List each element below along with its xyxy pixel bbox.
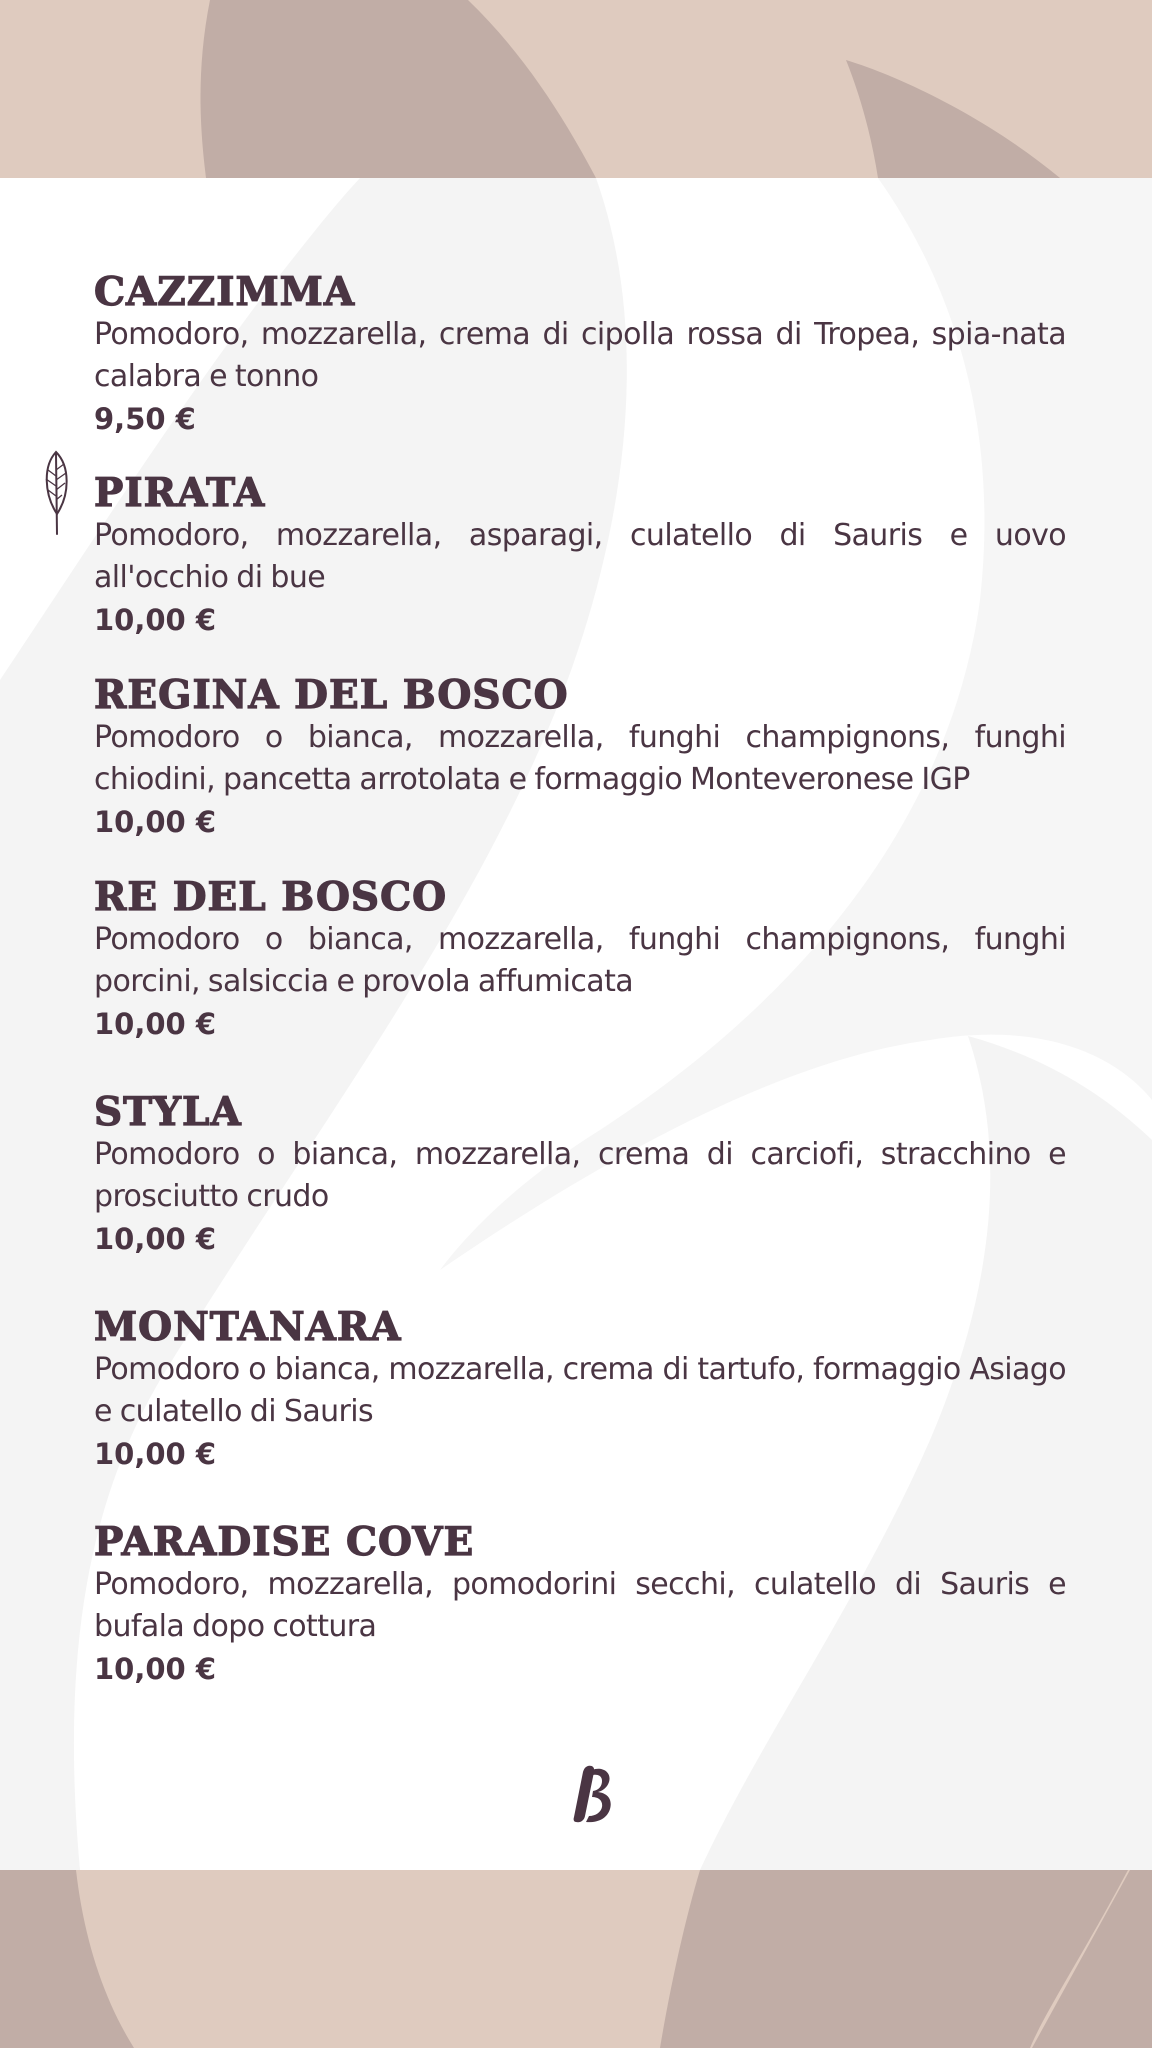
- item-price: 10,00 €: [94, 1222, 217, 1256]
- item-price: 10,00 €: [94, 805, 217, 839]
- bottom-band-shape-right: [660, 1870, 1152, 2048]
- menu-item-regina-del-bosco: [94, 673, 1066, 843]
- item-name: PARADISE COVE: [94, 1519, 475, 1565]
- item-name: REGINA DEL BOSCO: [94, 672, 569, 718]
- item-price: 9,50 €: [94, 402, 196, 436]
- menu-item-pirata: [94, 471, 1066, 641]
- menu-item-cazzimma: [94, 270, 1066, 440]
- menu-item-styla: [94, 1090, 1066, 1260]
- item-name: RE DEL BOSCO: [94, 874, 448, 920]
- brand-logo-icon: [572, 1764, 618, 1824]
- item-description: Pomodoro, mozzarella, asparagi, culatello di Sauris e uovo all'occhio di bue: [94, 518, 1066, 595]
- item-description: Pomodoro o bianca, mozzarella, crema di carciofi, stracchino e prosciutto crudo: [94, 1137, 1066, 1214]
- item-name: STYLA: [94, 1089, 242, 1135]
- menu-item-paradise-cove: [94, 1520, 1066, 1690]
- item-description: Pomodoro, mozzarella, crema di cipolla rossa di Tropea, spia-nata calabra e tonno: [94, 317, 1066, 394]
- item-description: Pomodoro, mozzarella, pomodorini secchi, culatello di Sauris e bufala dopo cottura: [94, 1567, 1066, 1644]
- item-price: 10,00 €: [94, 1007, 217, 1041]
- item-description: Pomodoro o bianca, mozzarella, funghi champignons, funghi chiodini, pancetta arrotolata e formaggio Monteveronese IGP: [94, 720, 1066, 797]
- menu-item-re-del-bosco: [94, 875, 1066, 1045]
- leaf-icon: [40, 448, 72, 536]
- item-price: 10,00 €: [94, 1437, 217, 1471]
- menu-item-montanara: [94, 1305, 1066, 1475]
- item-description: Pomodoro o bianca, mozzarella, funghi champignons, funghi porcini, salsiccia e provola affumicata: [94, 922, 1066, 999]
- item-description: Pomodoro o bianca, mozzarella, crema di tartufo, formaggio Asiago e culatello di Sauris: [94, 1352, 1066, 1429]
- item-name: CAZZIMMA: [94, 269, 356, 315]
- item-price: 10,00 €: [94, 1652, 217, 1686]
- item-name: MONTANARA: [94, 1304, 402, 1350]
- item-price: 10,00 €: [94, 603, 217, 637]
- item-name: PIRATA: [94, 470, 266, 516]
